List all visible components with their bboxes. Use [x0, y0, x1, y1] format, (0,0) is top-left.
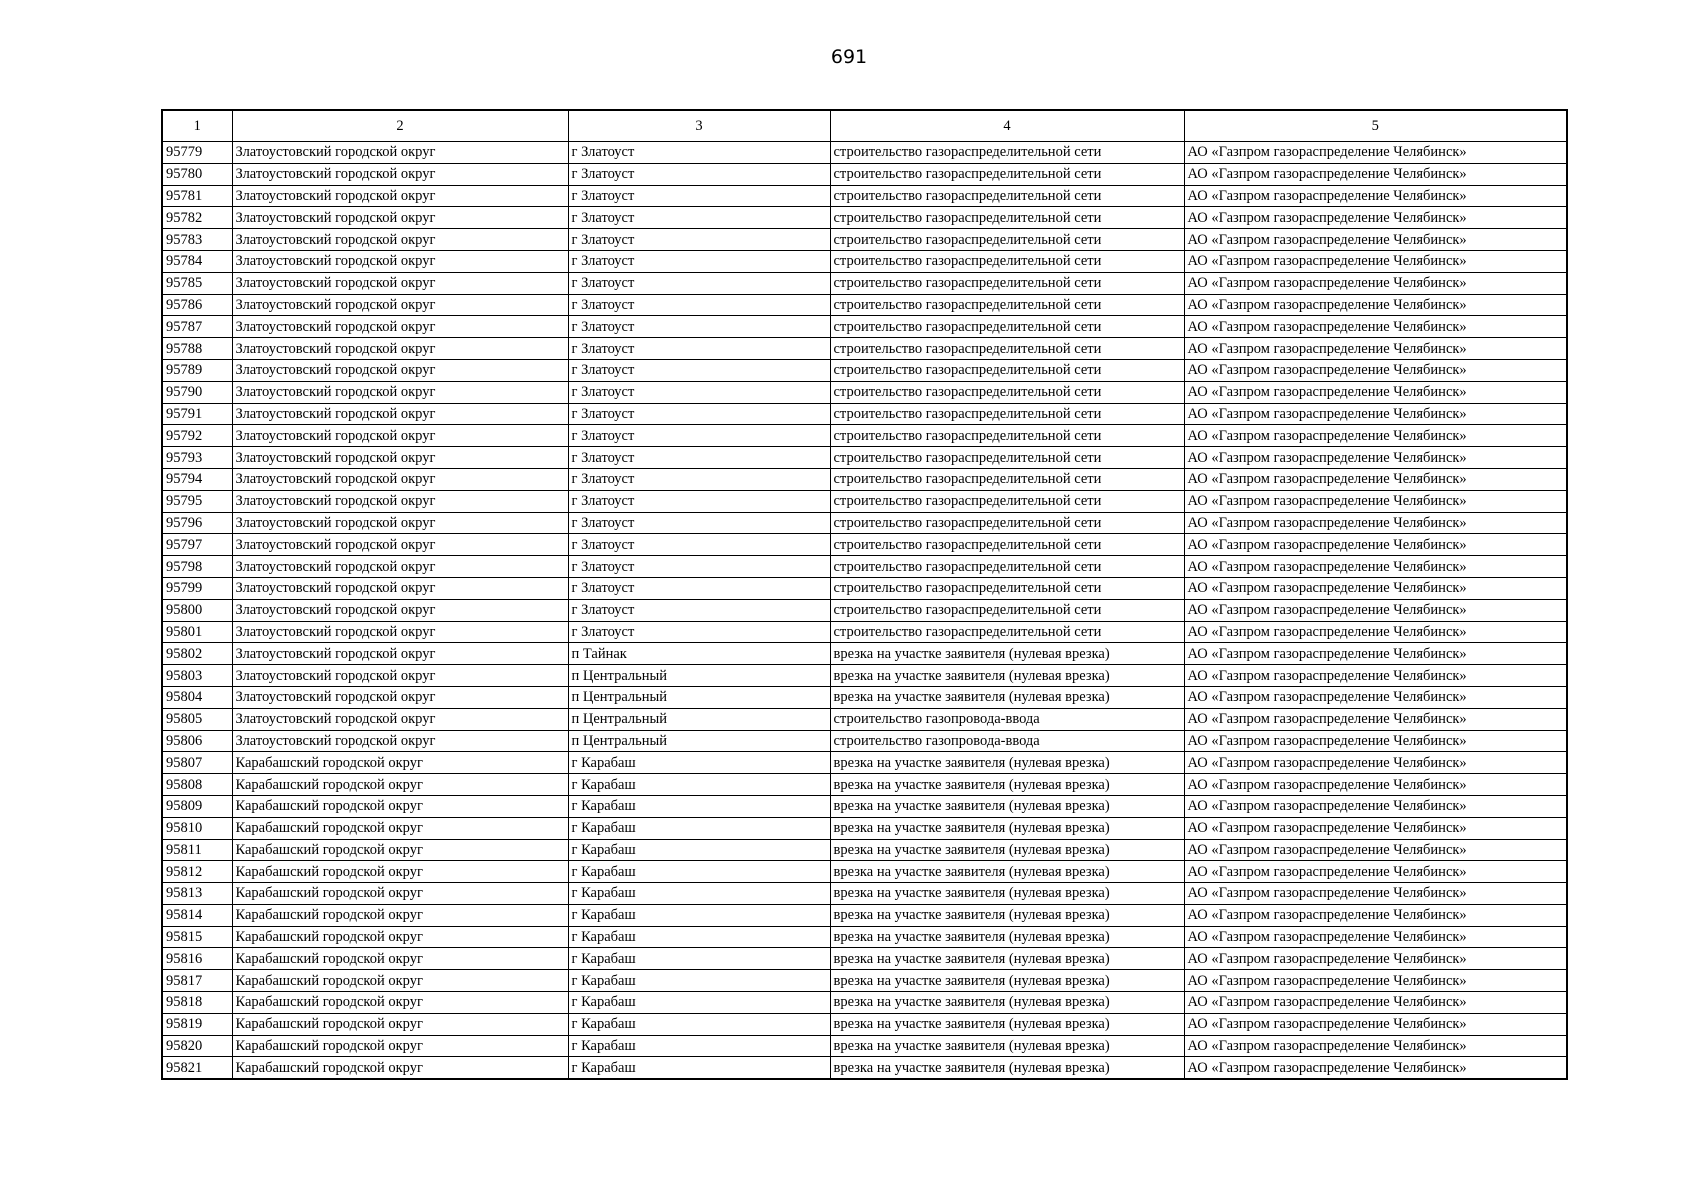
table-row [162, 817, 1567, 839]
settlement-cell: п Центральный [568, 708, 830, 730]
district-cell: Карабашский городской округ [232, 817, 568, 839]
work-type-cell: врезка на участке заявителя (нулевая врезка) [830, 904, 1184, 926]
table-row [162, 621, 1567, 643]
work-type-cell: строительство газораспределительной сети [830, 163, 1184, 185]
table-row [162, 447, 1567, 469]
row-number-cell: 95815 [162, 926, 232, 948]
work-type-cell: строительство газораспределительной сети [830, 294, 1184, 316]
settlement-cell: г Златоуст [568, 163, 830, 185]
district-cell: Златоустовский городской округ [232, 577, 568, 599]
work-type-cell: врезка на участке заявителя (нулевая врезка) [830, 883, 1184, 905]
table-row [162, 577, 1567, 599]
organization-cell: АО «Газпром газораспределение Челябинск» [1184, 294, 1567, 316]
organization-cell: АО «Газпром газораспределение Челябинск» [1184, 1057, 1567, 1079]
row-number-cell: 95780 [162, 163, 232, 185]
work-type-cell: врезка на участке заявителя (нулевая врезка) [830, 861, 1184, 883]
organization-cell: АО «Газпром газораспределение Челябинск» [1184, 599, 1567, 621]
organization-cell: АО «Газпром газораспределение Челябинск» [1184, 207, 1567, 229]
settlement-cell: г Карабаш [568, 839, 830, 861]
settlement-cell: г Златоуст [568, 229, 830, 251]
settlement-cell: г Карабаш [568, 1035, 830, 1057]
table-row [162, 1057, 1567, 1079]
work-type-cell: врезка на участке заявителя (нулевая врезка) [830, 970, 1184, 992]
table-row [162, 142, 1567, 164]
settlement-cell: г Златоуст [568, 250, 830, 272]
settlement-cell: г Карабаш [568, 992, 830, 1014]
registry-table [161, 109, 1568, 1080]
organization-cell: АО «Газпром газораспределение Челябинск» [1184, 403, 1567, 425]
settlement-cell: г Златоуст [568, 556, 830, 578]
table-row [162, 795, 1567, 817]
work-type-cell: строительство газораспределительной сети [830, 490, 1184, 512]
table-row [162, 774, 1567, 796]
work-type-cell: врезка на участке заявителя (нулевая врезка) [830, 948, 1184, 970]
district-cell: Златоустовский городской округ [232, 338, 568, 360]
settlement-cell: г Златоуст [568, 294, 830, 316]
organization-cell: АО «Газпром газораспределение Челябинск» [1184, 142, 1567, 164]
table-row [162, 686, 1567, 708]
organization-cell: АО «Газпром газораспределение Челябинск» [1184, 229, 1567, 251]
organization-cell: АО «Газпром газораспределение Челябинск» [1184, 163, 1567, 185]
table-row [162, 294, 1567, 316]
work-type-cell: строительство газораспределительной сети [830, 425, 1184, 447]
settlement-cell: г Златоуст [568, 447, 830, 469]
work-type-cell: врезка на участке заявителя (нулевая врезка) [830, 665, 1184, 687]
table-row [162, 861, 1567, 883]
settlement-cell: п Центральный [568, 665, 830, 687]
work-type-cell: врезка на участке заявителя (нулевая врезка) [830, 752, 1184, 774]
row-number-cell: 95800 [162, 599, 232, 621]
table-row [162, 904, 1567, 926]
work-type-cell: врезка на участке заявителя (нулевая врезка) [830, 1013, 1184, 1035]
settlement-cell: г Златоуст [568, 403, 830, 425]
organization-cell: АО «Газпром газораспределение Челябинск» [1184, 1035, 1567, 1057]
column-header: 2 [232, 110, 568, 142]
district-cell: Златоустовский городской округ [232, 316, 568, 338]
column-header: 3 [568, 110, 830, 142]
row-number-cell: 95799 [162, 577, 232, 599]
settlement-cell: г Златоуст [568, 316, 830, 338]
organization-cell: АО «Газпром газораспределение Челябинск» [1184, 250, 1567, 272]
row-number-cell: 95801 [162, 621, 232, 643]
organization-cell: АО «Газпром газораспределение Челябинск» [1184, 774, 1567, 796]
table-row [162, 556, 1567, 578]
work-type-cell: строительство газораспределительной сети [830, 621, 1184, 643]
row-number-cell: 95789 [162, 359, 232, 381]
district-cell: Златоустовский городской округ [232, 142, 568, 164]
district-cell: Карабашский городской округ [232, 970, 568, 992]
work-type-cell: строительство газораспределительной сети [830, 403, 1184, 425]
district-cell: Златоустовский городской округ [232, 665, 568, 687]
work-type-cell: врезка на участке заявителя (нулевая врезка) [830, 926, 1184, 948]
organization-cell: АО «Газпром газораспределение Челябинск» [1184, 381, 1567, 403]
row-number-cell: 95804 [162, 686, 232, 708]
district-cell: Златоустовский городской округ [232, 272, 568, 294]
row-number-cell: 95820 [162, 1035, 232, 1057]
table-row [162, 839, 1567, 861]
row-number-cell: 95814 [162, 904, 232, 926]
table-row [162, 207, 1567, 229]
organization-cell: АО «Газпром газораспределение Челябинск» [1184, 621, 1567, 643]
settlement-cell: г Карабаш [568, 774, 830, 796]
settlement-cell: п Центральный [568, 730, 830, 752]
organization-cell: АО «Газпром газораспределение Челябинск» [1184, 512, 1567, 534]
row-number-cell: 95810 [162, 817, 232, 839]
table-row [162, 883, 1567, 905]
work-type-cell: строительство газораспределительной сети [830, 142, 1184, 164]
organization-cell: АО «Газпром газораспределение Челябинск» [1184, 839, 1567, 861]
settlement-cell: г Златоуст [568, 468, 830, 490]
table-row [162, 229, 1567, 251]
organization-cell: АО «Газпром газораспределение Челябинск» [1184, 490, 1567, 512]
row-number-cell: 95816 [162, 948, 232, 970]
work-type-cell: строительство газораспределительной сети [830, 599, 1184, 621]
table-row [162, 381, 1567, 403]
row-number-cell: 95781 [162, 185, 232, 207]
row-number-cell: 95798 [162, 556, 232, 578]
district-cell: Златоустовский городской округ [232, 359, 568, 381]
district-cell: Златоустовский городской округ [232, 730, 568, 752]
table-row [162, 970, 1567, 992]
row-number-cell: 95806 [162, 730, 232, 752]
work-type-cell: врезка на участке заявителя (нулевая врезка) [830, 992, 1184, 1014]
settlement-cell: г Карабаш [568, 926, 830, 948]
district-cell: Златоустовский городской округ [232, 294, 568, 316]
district-cell: Златоустовский городской округ [232, 425, 568, 447]
work-type-cell: строительство газораспределительной сети [830, 359, 1184, 381]
settlement-cell: г Златоуст [568, 142, 830, 164]
work-type-cell: строительство газораспределительной сети [830, 185, 1184, 207]
settlement-cell: г Златоуст [568, 359, 830, 381]
work-type-cell: врезка на участке заявителя (нулевая врезка) [830, 1057, 1184, 1079]
district-cell: Златоустовский городской округ [232, 229, 568, 251]
settlement-cell: г Златоуст [568, 490, 830, 512]
district-cell: Карабашский городской округ [232, 774, 568, 796]
district-cell: Златоустовский городской округ [232, 512, 568, 534]
work-type-cell: строительство газораспределительной сети [830, 229, 1184, 251]
table-row [162, 752, 1567, 774]
organization-cell: АО «Газпром газораспределение Челябинск» [1184, 948, 1567, 970]
organization-cell: АО «Газпром газораспределение Челябинск» [1184, 686, 1567, 708]
work-type-cell: врезка на участке заявителя (нулевая врезка) [830, 795, 1184, 817]
district-cell: Златоустовский городской округ [232, 643, 568, 665]
row-number-cell: 95809 [162, 795, 232, 817]
row-number-cell: 95785 [162, 272, 232, 294]
work-type-cell: врезка на участке заявителя (нулевая врезка) [830, 1035, 1184, 1057]
row-number-cell: 95821 [162, 1057, 232, 1079]
table-row [162, 643, 1567, 665]
work-type-cell: строительство газораспределительной сети [830, 338, 1184, 360]
table-body [162, 142, 1567, 1080]
organization-cell: АО «Газпром газораспределение Челябинск» [1184, 272, 1567, 294]
row-number-cell: 95786 [162, 294, 232, 316]
work-type-cell: врезка на участке заявителя (нулевая врезка) [830, 774, 1184, 796]
work-type-cell: строительство газораспределительной сети [830, 250, 1184, 272]
row-number-cell: 95793 [162, 447, 232, 469]
row-number-cell: 95812 [162, 861, 232, 883]
district-cell: Карабашский городской округ [232, 839, 568, 861]
row-number-cell: 95797 [162, 534, 232, 556]
column-header: 4 [830, 110, 1184, 142]
column-header: 1 [162, 110, 232, 142]
district-cell: Карабашский городской округ [232, 795, 568, 817]
organization-cell: АО «Газпром газораспределение Челябинск» [1184, 556, 1567, 578]
settlement-cell: г Златоуст [568, 621, 830, 643]
district-cell: Златоустовский городской округ [232, 381, 568, 403]
organization-cell: АО «Газпром газораспределение Челябинск» [1184, 861, 1567, 883]
organization-cell: АО «Газпром газораспределение Челябинск» [1184, 730, 1567, 752]
settlement-cell: п Тайнак [568, 643, 830, 665]
table-row [162, 490, 1567, 512]
organization-cell: АО «Газпром газораспределение Челябинск» [1184, 534, 1567, 556]
settlement-cell: г Златоуст [568, 599, 830, 621]
district-cell: Златоустовский городской округ [232, 468, 568, 490]
organization-cell: АО «Газпром газораспределение Челябинск» [1184, 447, 1567, 469]
district-cell: Златоустовский городской округ [232, 403, 568, 425]
row-number-cell: 95790 [162, 381, 232, 403]
organization-cell: АО «Газпром газораспределение Челябинск» [1184, 665, 1567, 687]
work-type-cell: врезка на участке заявителя (нулевая врезка) [830, 686, 1184, 708]
district-cell: Златоустовский городской округ [232, 534, 568, 556]
district-cell: Златоустовский городской округ [232, 556, 568, 578]
organization-cell: АО «Газпром газораспределение Челябинск» [1184, 904, 1567, 926]
settlement-cell: г Златоуст [568, 185, 830, 207]
row-number-cell: 95803 [162, 665, 232, 687]
organization-cell: АО «Газпром газораспределение Челябинск» [1184, 425, 1567, 447]
work-type-cell: врезка на участке заявителя (нулевая врезка) [830, 643, 1184, 665]
table-row [162, 730, 1567, 752]
organization-cell: АО «Газпром газораспределение Челябинск» [1184, 817, 1567, 839]
settlement-cell: г Златоуст [568, 338, 830, 360]
settlement-cell: г Златоуст [568, 577, 830, 599]
district-cell: Златоустовский городской округ [232, 708, 568, 730]
settlement-cell: г Карабаш [568, 795, 830, 817]
work-type-cell: строительство газораспределительной сети [830, 447, 1184, 469]
district-cell: Карабашский городской округ [232, 1057, 568, 1079]
table-row [162, 185, 1567, 207]
organization-cell: АО «Газпром газораспределение Челябинск» [1184, 795, 1567, 817]
settlement-cell: п Центральный [568, 686, 830, 708]
table-row [162, 163, 1567, 185]
row-number-cell: 95784 [162, 250, 232, 272]
district-cell: Карабашский городской округ [232, 1035, 568, 1057]
settlement-cell: г Карабаш [568, 752, 830, 774]
table-header-row [162, 110, 1567, 142]
district-cell: Карабашский городской округ [232, 948, 568, 970]
district-cell: Златоустовский городской округ [232, 686, 568, 708]
row-number-cell: 95795 [162, 490, 232, 512]
row-number-cell: 95787 [162, 316, 232, 338]
organization-cell: АО «Газпром газораспределение Челябинск» [1184, 752, 1567, 774]
table-row [162, 359, 1567, 381]
table-row [162, 665, 1567, 687]
organization-cell: АО «Газпром газораспределение Челябинск» [1184, 926, 1567, 948]
table-row [162, 926, 1567, 948]
work-type-cell: строительство газораспределительной сети [830, 316, 1184, 338]
district-cell: Златоустовский городской округ [232, 250, 568, 272]
settlement-cell: г Карабаш [568, 883, 830, 905]
row-number-cell: 95817 [162, 970, 232, 992]
work-type-cell: врезка на участке заявителя (нулевая врезка) [830, 817, 1184, 839]
work-type-cell: строительство газораспределительной сети [830, 468, 1184, 490]
settlement-cell: г Карабаш [568, 970, 830, 992]
settlement-cell: г Златоуст [568, 381, 830, 403]
organization-cell: АО «Газпром газораспределение Челябинск» [1184, 643, 1567, 665]
table-row [162, 708, 1567, 730]
table-row [162, 992, 1567, 1014]
settlement-cell: г Карабаш [568, 948, 830, 970]
settlement-cell: г Златоуст [568, 207, 830, 229]
settlement-cell: г Златоуст [568, 272, 830, 294]
organization-cell: АО «Газпром газораспределение Челябинск» [1184, 359, 1567, 381]
page-number: 691 [830, 46, 868, 68]
table-row [162, 948, 1567, 970]
table-row [162, 316, 1567, 338]
table-row [162, 1013, 1567, 1035]
organization-cell: АО «Газпром газораспределение Челябинск» [1184, 992, 1567, 1014]
row-number-cell: 95818 [162, 992, 232, 1014]
row-number-cell: 95779 [162, 142, 232, 164]
table-row [162, 534, 1567, 556]
work-type-cell: строительство газораспределительной сети [830, 556, 1184, 578]
row-number-cell: 95802 [162, 643, 232, 665]
row-number-cell: 95783 [162, 229, 232, 251]
row-number-cell: 95805 [162, 708, 232, 730]
district-cell: Карабашский городской округ [232, 904, 568, 926]
organization-cell: АО «Газпром газораспределение Челябинск» [1184, 316, 1567, 338]
row-number-cell: 95813 [162, 883, 232, 905]
settlement-cell: г Карабаш [568, 861, 830, 883]
table-row [162, 425, 1567, 447]
row-number-cell: 95808 [162, 774, 232, 796]
organization-cell: АО «Газпром газораспределение Челябинск» [1184, 970, 1567, 992]
organization-cell: АО «Газпром газораспределение Челябинск» [1184, 883, 1567, 905]
district-cell: Карабашский городской округ [232, 861, 568, 883]
row-number-cell: 95782 [162, 207, 232, 229]
district-cell: Златоустовский городской округ [232, 185, 568, 207]
work-type-cell: строительство газопровода-ввода [830, 730, 1184, 752]
work-type-cell: врезка на участке заявителя (нулевая врезка) [830, 839, 1184, 861]
district-cell: Карабашский городской округ [232, 926, 568, 948]
organization-cell: АО «Газпром газораспределение Челябинск» [1184, 468, 1567, 490]
organization-cell: АО «Газпром газораспределение Челябинск» [1184, 338, 1567, 360]
row-number-cell: 95819 [162, 1013, 232, 1035]
organization-cell: АО «Газпром газораспределение Челябинск» [1184, 708, 1567, 730]
work-type-cell: строительство газораспределительной сети [830, 577, 1184, 599]
table-row [162, 403, 1567, 425]
work-type-cell: строительство газопровода-ввода [830, 708, 1184, 730]
settlement-cell: г Карабаш [568, 817, 830, 839]
row-number-cell: 95807 [162, 752, 232, 774]
organization-cell: АО «Газпром газораспределение Челябинск» [1184, 577, 1567, 599]
work-type-cell: строительство газораспределительной сети [830, 534, 1184, 556]
table-row [162, 272, 1567, 294]
work-type-cell: строительство газораспределительной сети [830, 512, 1184, 534]
district-cell: Златоустовский городской округ [232, 490, 568, 512]
table-row [162, 599, 1567, 621]
settlement-cell: г Златоуст [568, 512, 830, 534]
district-cell: Златоустовский городской округ [232, 447, 568, 469]
district-cell: Карабашский городской округ [232, 992, 568, 1014]
settlement-cell: г Карабаш [568, 1057, 830, 1079]
settlement-cell: г Карабаш [568, 904, 830, 926]
row-number-cell: 95788 [162, 338, 232, 360]
table-row [162, 468, 1567, 490]
work-type-cell: строительство газораспределительной сети [830, 207, 1184, 229]
row-number-cell: 95811 [162, 839, 232, 861]
table-row [162, 338, 1567, 360]
row-number-cell: 95792 [162, 425, 232, 447]
district-cell: Златоустовский городской округ [232, 207, 568, 229]
district-cell: Карабашский городской округ [232, 752, 568, 774]
table-row [162, 512, 1567, 534]
organization-cell: АО «Газпром газораспределение Челябинск» [1184, 185, 1567, 207]
row-number-cell: 95794 [162, 468, 232, 490]
district-cell: Карабашский городской округ [232, 1013, 568, 1035]
settlement-cell: г Златоуст [568, 425, 830, 447]
column-header: 5 [1184, 110, 1567, 142]
settlement-cell: г Карабаш [568, 1013, 830, 1035]
table-row [162, 250, 1567, 272]
settlement-cell: г Златоуст [568, 534, 830, 556]
work-type-cell: строительство газораспределительной сети [830, 381, 1184, 403]
row-number-cell: 95796 [162, 512, 232, 534]
district-cell: Златоустовский городской округ [232, 621, 568, 643]
organization-cell: АО «Газпром газораспределение Челябинск» [1184, 1013, 1567, 1035]
district-cell: Златоустовский городской округ [232, 599, 568, 621]
district-cell: Златоустовский городской округ [232, 163, 568, 185]
row-number-cell: 95791 [162, 403, 232, 425]
district-cell: Карабашский городской округ [232, 883, 568, 905]
work-type-cell: строительство газораспределительной сети [830, 272, 1184, 294]
table-row [162, 1035, 1567, 1057]
